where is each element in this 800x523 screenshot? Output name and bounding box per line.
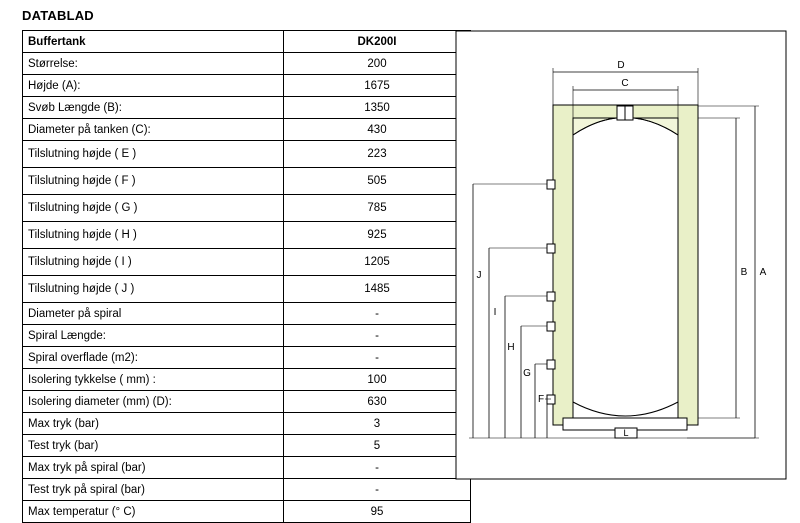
table-body (23, 31, 471, 523)
table-row (23, 53, 471, 75)
table-row (23, 141, 471, 168)
connection-stub-i (547, 244, 555, 253)
table-row (23, 303, 471, 325)
row-label: Max temperatur (° C) (23, 501, 284, 523)
row-label: Test tryk (bar) (23, 435, 284, 457)
table-row (23, 97, 471, 119)
row-value: 3 (284, 413, 471, 435)
row-value: 1350 (284, 97, 471, 119)
dim-label-h: H (507, 342, 515, 353)
table-header-row (23, 31, 471, 53)
table-header-value: DK200I (284, 31, 471, 53)
row-value: 925 (284, 222, 471, 249)
row-value: 95 (284, 501, 471, 523)
connection-stub-e (547, 395, 555, 404)
dim-label-b: B (740, 267, 748, 278)
table-row (23, 501, 471, 523)
table-row (23, 435, 471, 457)
row-label: Isolering diameter (mm) (D): (23, 391, 284, 413)
table-row (23, 222, 471, 249)
row-label: Størrelse: (23, 53, 284, 75)
row-value: 100 (284, 369, 471, 391)
specification-table (22, 30, 471, 523)
row-label: Højde (A): (23, 75, 284, 97)
connection-stub-j (547, 180, 555, 189)
dim-label-c: C (621, 78, 629, 89)
table-row (23, 457, 471, 479)
row-label: Max tryk (bar) (23, 413, 284, 435)
table-row (23, 369, 471, 391)
row-label: Tilslutning højde ( E ) (23, 141, 284, 168)
technical-drawing (455, 30, 787, 480)
row-value: - (284, 325, 471, 347)
row-value: 785 (284, 195, 471, 222)
row-value: 430 (284, 119, 471, 141)
row-label: Diameter på tanken (C): (23, 119, 284, 141)
row-value: - (284, 457, 471, 479)
row-label: Tilslutning højde ( F ) (23, 168, 284, 195)
connection-stub-h (547, 292, 555, 301)
table-header-label: Buffertank (23, 31, 284, 53)
table-row (23, 479, 471, 501)
table-row (23, 195, 471, 222)
row-value: 630 (284, 391, 471, 413)
row-label: Isolering tykkelse ( mm) : (23, 369, 284, 391)
row-label: Diameter på spiral (23, 303, 284, 325)
table-row (23, 413, 471, 435)
row-value: 1675 (284, 75, 471, 97)
dim-label-a: A (759, 267, 767, 278)
row-label: Svøb Længde (B): (23, 97, 284, 119)
row-label: Spiral Længde: (23, 325, 284, 347)
row-value: 505 (284, 168, 471, 195)
table-row (23, 347, 471, 369)
table-row (23, 249, 471, 276)
dim-label-i: I (493, 307, 497, 318)
table-row (23, 75, 471, 97)
dim-label-j: J (476, 270, 482, 281)
row-value: 1205 (284, 249, 471, 276)
connection-stub-f (547, 360, 555, 369)
dim-label-f: F (537, 394, 545, 405)
row-label: Tilslutning højde ( I ) (23, 249, 284, 276)
row-label: Tilslutning højde ( J ) (23, 276, 284, 303)
table-row (23, 119, 471, 141)
connection-stub-g (547, 322, 555, 331)
dim-label-g: G (523, 368, 531, 379)
table-row (23, 276, 471, 303)
row-value: 1485 (284, 276, 471, 303)
table-row (23, 391, 471, 413)
row-value: 223 (284, 141, 471, 168)
row-label: Tilslutning højde ( H ) (23, 222, 284, 249)
dim-label-d: D (617, 60, 625, 71)
row-label: Max tryk på spiral (bar) (23, 457, 284, 479)
row-value: - (284, 303, 471, 325)
dim-label-bottom: L (623, 428, 629, 438)
row-value: 5 (284, 435, 471, 457)
table-row (23, 168, 471, 195)
page-title: DATABLAD (22, 8, 94, 23)
row-label: Test tryk på spiral (bar) (23, 479, 284, 501)
row-value: - (284, 347, 471, 369)
table-row (23, 325, 471, 347)
tank-shell (573, 118, 678, 418)
row-label: Spiral overflade (m2): (23, 347, 284, 369)
tank-drawing-svg (455, 30, 787, 480)
row-value: - (284, 479, 471, 501)
row-label: Tilslutning højde ( G ) (23, 195, 284, 222)
row-value: 200 (284, 53, 471, 75)
